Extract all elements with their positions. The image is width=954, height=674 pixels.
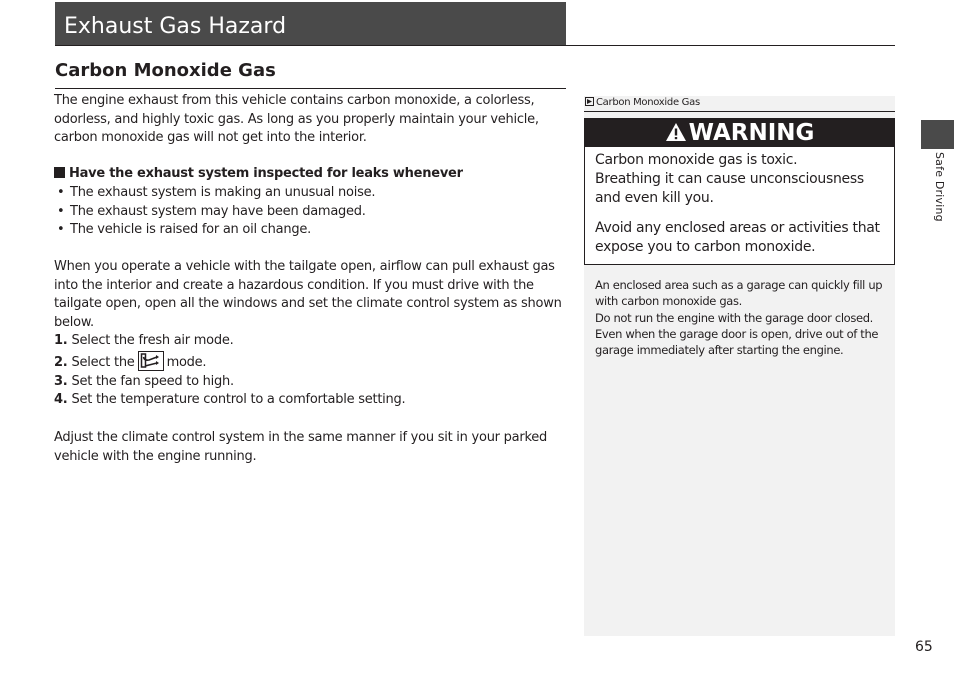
warning-box xyxy=(584,118,895,265)
step-text: Select the xyxy=(71,354,135,370)
vent-airflow-icon xyxy=(138,351,164,371)
step-item xyxy=(54,391,405,410)
step-number: 2. xyxy=(54,354,68,370)
warning-label: WARNING xyxy=(688,120,815,146)
bullet-icon: • xyxy=(57,203,65,219)
title-bar xyxy=(55,2,566,46)
title-divider xyxy=(55,45,895,46)
warning-triangle-icon xyxy=(665,121,687,149)
tailgate-paragraph: When you operate a vehicle with the tailgate open, airflow can pull exhaust gas into the interior and create a hazardous condition. If you must drive with the tailgate open, open all the windows and set the climate control system as shown below. xyxy=(54,259,562,330)
warning-text xyxy=(585,147,894,257)
closing-paragraph: Adjust the climate control system in the same manner if you sit in your parked vehicle with the engine running. xyxy=(54,430,548,464)
step-number: 3. xyxy=(54,373,68,389)
step-text: Set the temperature control to a comfortable setting. xyxy=(71,392,406,407)
page-title: Exhaust Gas Hazard xyxy=(64,14,287,39)
list-item: • The exhaust system may have been damaged. xyxy=(54,203,375,222)
bullet-icon: • xyxy=(57,222,65,237)
warning-line: Breathing it can cause unconsciousness and even kill you. xyxy=(595,171,864,206)
section-heading: Carbon Monoxide Gas xyxy=(55,60,276,81)
warning-line: Carbon monoxide gas is toxic. xyxy=(595,152,798,168)
inspect-heading-text: Have the exhaust system inspected for leaks whenever xyxy=(69,166,463,181)
step-text-after: mode. xyxy=(166,354,207,370)
page-number: 65 xyxy=(915,639,933,655)
intro-paragraph: The engine exhaust from this vehicle contains carbon monoxide, a colorless, odorless, and highly toxic gas. As long as you properly maintain your vehicle, carbon monoxide gas will not get into the interior. xyxy=(54,93,539,145)
sidebar-header xyxy=(584,96,895,112)
step-item xyxy=(54,332,405,351)
list-item: • The exhaust system is making an unusual noise. xyxy=(54,184,375,203)
inspect-heading xyxy=(54,165,463,184)
step-number: 1. xyxy=(54,333,68,348)
sidebar-note xyxy=(595,277,890,358)
steps-list xyxy=(54,332,405,410)
step-item xyxy=(54,351,405,373)
section-divider xyxy=(55,88,566,89)
sidebar-panel xyxy=(584,96,895,636)
sidebar-header-divider xyxy=(584,111,895,112)
bullet-icon: • xyxy=(57,185,65,200)
square-bullet-icon xyxy=(54,167,65,178)
chapter-tab-label: Safe Driving xyxy=(933,152,946,222)
note-line: An enclosed area such as a garage can quickly fill up with carbon monoxide gas. xyxy=(595,278,883,309)
note-line: Do not run the engine with the garage door closed. Even when the garage door is open, drive out of the garage immediately after starting the engine. xyxy=(595,310,879,358)
warning-bar xyxy=(585,119,894,147)
step-text: Select the fresh air mode. xyxy=(71,333,234,348)
step-item xyxy=(54,373,405,392)
list-item: • The vehicle is raised for an oil change. xyxy=(54,221,375,240)
inspection-bullet-list xyxy=(54,184,375,240)
step-number: 4. xyxy=(54,392,68,407)
warning-line: Avoid any enclosed areas or activities that expose you to carbon monoxide. xyxy=(595,220,880,255)
chapter-tab-marker xyxy=(921,120,954,149)
cross-reference-arrow-icon xyxy=(585,97,594,106)
step-text: Set the fan speed to high. xyxy=(71,373,234,389)
sidebar-header-text: Carbon Monoxide Gas xyxy=(596,97,700,108)
